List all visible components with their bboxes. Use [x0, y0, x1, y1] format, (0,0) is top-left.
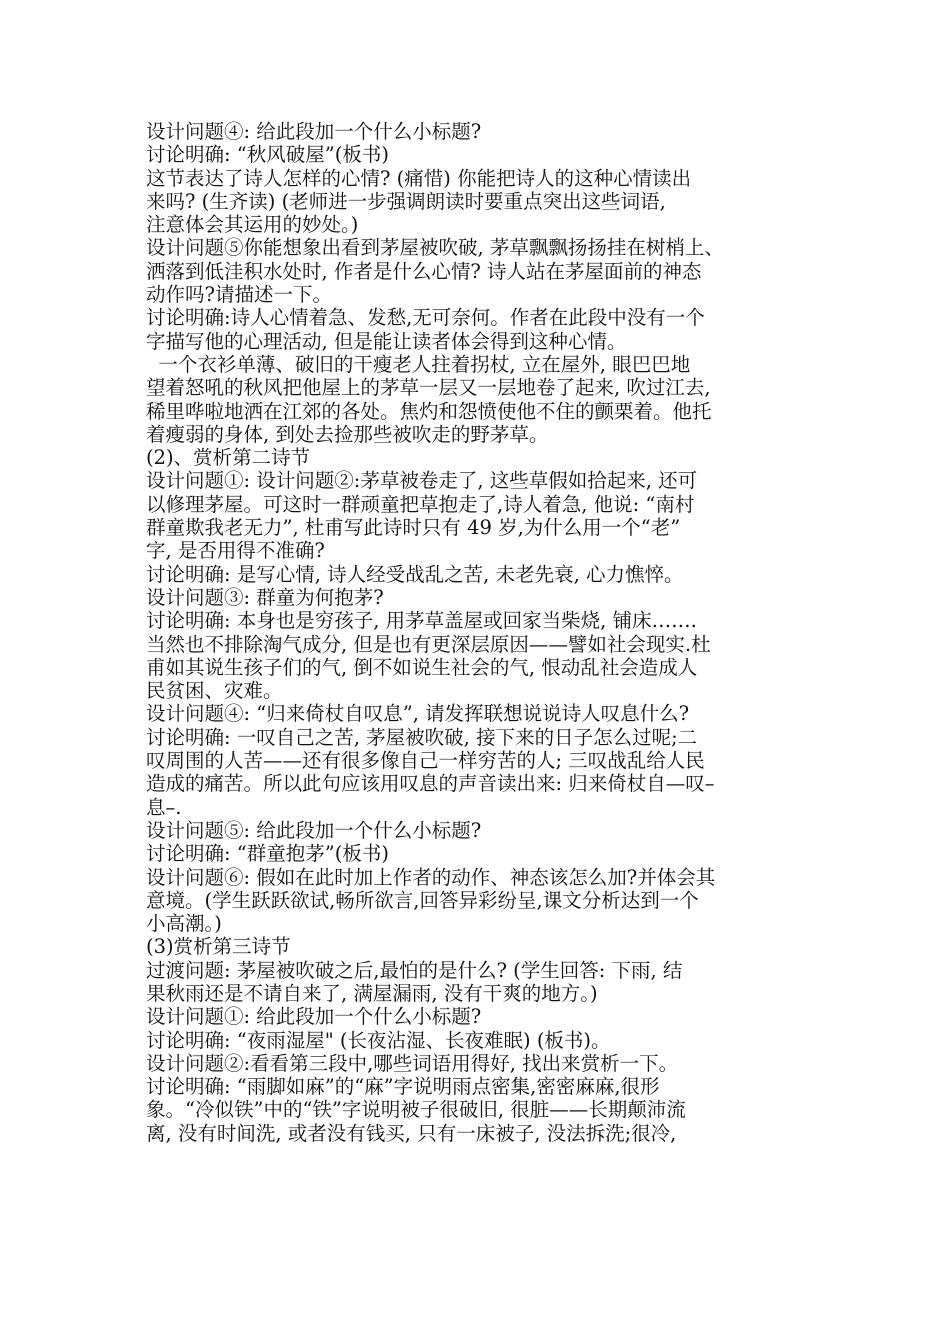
text-line: 一个衣衫单薄、破旧的干瘦老人拄着拐杖, 立在屋外, 眼巴巴地	[146, 352, 691, 376]
text-line: 小高潮。)	[146, 912, 222, 936]
text-line: 果秋雨还是不请自来了, 满屋漏雨, 没有干爽的地方。)	[146, 981, 598, 1005]
text-line: 洒落到低洼积水处时, 作者是什么心情? 诗人站在茅屋面前的神态	[146, 259, 702, 283]
text-line: 讨论明确: 本身也是穷孩子, 用茅草盖屋或回家当柴烧, 铺床…….	[146, 609, 697, 633]
text-line: 民贫困、灾难。	[146, 679, 283, 703]
text-line: 甫如其说生孩子们的气, 倒不如说生社会的气, 恨动乱社会造成人	[146, 655, 698, 679]
text-line: 当然也不排除淘气成分, 但是也有更深层原因——譬如社会现实.杜	[146, 632, 711, 656]
text-line: 设计问题⑤: 给此段加一个什么小标题?	[146, 818, 482, 842]
text-line: 以修理茅屋。可这时一群顽童把草抱走了,诗人着急, 他说: “南村	[146, 492, 695, 516]
section-heading: (2)、赏析第二诗节	[146, 446, 311, 470]
text-line: 叹周围的人苦——还有很多像自己一样穷苦的人; 三叹战乱给人民	[146, 749, 705, 773]
text-line: 群童欺我老无力”, 杜甫写此诗时只有 49 岁,为什么用一个“老”	[146, 516, 681, 540]
text-line: 这节表达了诗人怎样的心情? (痛惜) 你能把诗人的这种心情读出	[146, 166, 692, 190]
text-line: 设计问题②:看看第三段中,哪些词语用得好, 找出来赏析一下。	[146, 1051, 679, 1075]
text-line: 讨论明确: 是写心情, 诗人经受战乱之苦, 未老先衰, 心力憔悴。	[146, 562, 684, 586]
text-line: 讨论明确: “秋风破屋”(板书)	[146, 143, 389, 167]
text-line: 望着怒吼的秋风把他屋上的茅草一层又一层地卷了起来, 吹过江去,	[146, 376, 711, 400]
text-line: 讨论明确:诗人心情着急、发愁,无可奈何。作者在此段中没有一个	[146, 306, 705, 330]
text-line: 设计问题③: 群童为何抱茅?	[146, 585, 384, 609]
text-line: 讨论明确: “夜雨湿屋" (长夜沾湿、长夜难眠) (板书)。	[146, 1028, 611, 1052]
text-line: 造成的痛苦。所以此句应该用叹息的声音读出来: 归来倚杖自—叹–	[146, 772, 715, 796]
text-line: 讨论明确: “群童抱茅”(板书)	[146, 842, 389, 866]
text-line: 动作吗?请描述一下。	[146, 283, 332, 307]
document-body	[146, 120, 826, 1145]
text-line: 设计问题①: 给此段加一个什么小标题?	[146, 1005, 482, 1029]
section-heading: (3)赏析第三诗节	[146, 935, 291, 959]
text-line: 来吗? (生齐读) (老师进一步强调朗读时要重点突出这些词语,	[146, 189, 666, 213]
text-line: 讨论明确: 一叹自己之苦, 茅屋被吹破, 接下来的日子怎么过呢;二	[146, 725, 698, 749]
text-line: 过渡问题: 茅屋被吹破之后,最怕的是什么? (学生回答: 下雨, 结	[146, 958, 683, 982]
text-line: 讨论明确: “雨脚如麻”的“麻”字说明雨点密集,密密麻麻,很形	[146, 1075, 660, 1099]
text-line: 设计问题⑤你能想象出看到茅屋被吹破, 茅草飘飘扬扬挂在树梢上、	[146, 236, 724, 260]
text-line: 注意体会其运用的妙处。)	[146, 213, 359, 237]
text-line: 息–.	[146, 795, 182, 819]
text-line: 离, 没有时间洗, 或者没有钱买, 只有一床被子, 没法拆洗;很冷,	[146, 1121, 677, 1145]
text-line: 意境。(学生跃跃欲试,畅所欲言,回答异彩纷呈,课文分析达到一个	[146, 888, 699, 912]
text-line: 字描写他的心理活动, 但是能让读者体会得到这种心情。	[146, 329, 627, 353]
text-line: 字, 是否用得不准确?	[146, 539, 325, 563]
text-line: 设计问题④: 给此段加一个什么小标题?	[146, 120, 482, 143]
text-line: 象。“冷似铁”中的“铁”字说明被子很破旧, 很脏——长期颠沛流	[146, 1098, 686, 1122]
text-line: 设计问题④: “归来倚杖自叹息”, 请发挥联想说说诗人叹息什么?	[146, 702, 690, 726]
text-line: 设计问题⑥: 假如在此时加上作者的动作、神态该怎么加?并体会其	[146, 865, 716, 889]
text-line: 设计问题①: 设计问题②:茅草被卷走了, 这些草假如拾起来, 还可	[146, 469, 698, 493]
text-line: 着瘦弱的身体, 到处去捡那些被吹走的野茅草。	[146, 422, 549, 446]
text-line: 稀里哗啦地洒在江郊的各处。焦灼和怨愤使他不住的颤栗着。他托	[146, 399, 712, 423]
